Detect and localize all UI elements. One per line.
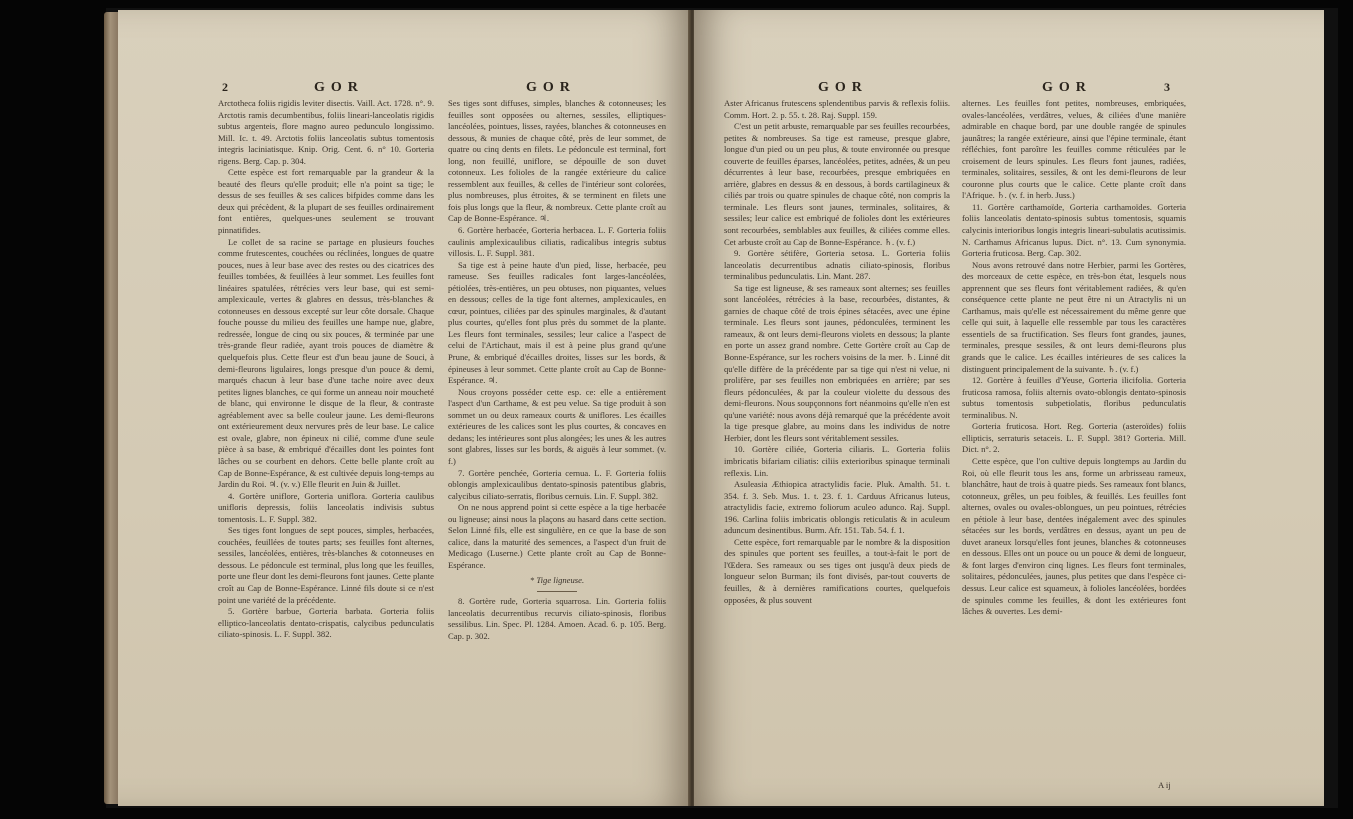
page-number: 2: [222, 80, 228, 94]
book-edge: [104, 12, 118, 804]
section-title: * Tige ligneuse.: [529, 575, 585, 586]
paragraph: 4. Gortère uniflore, Gorteria uniflora. Gorteria caulibus unifloris depressis, foliis lanceolatis indivisis subtus tomentosis. L. F. Suppl. 382.: [218, 490, 434, 524]
left-page: [118, 10, 690, 806]
paragraph: 6. Gortère herbacée, Gorteria herbacea. L. F. Gorteria foliis caulinis amplexicaulibus ciliatis, radicalibus integris subtus villosis. L. F. Suppl. 381.: [448, 225, 666, 259]
paragraph: Nous avons retrouvé dans notre Herbier, parmi les Gortères, des morceaux de cette espèce, en très-bon état, lesquels nous apprennent que ses fleurs font véritablement radiées, & qu'en conséquence cette plante ne peut être ni un Atractylis ni un Carthamus, mais qu'elle est nécessairement du même genre que celle qui suit, à laquelle elle ressemble par tous les caractères essentiels de sa fructification. Ses fleurs font grandes, jaunes, terminales, presque sessiles, & ont leurs demi-fleurons plus grands que le calice. Les écailles intérieures de ses calices la distinguent principalement de la suivante. ♄. (v. f.): [962, 259, 1186, 374]
paragraph: Sa tige est à peine haute d'un pied, lisse, herbacée, peu rameuse. Ses feuilles radicales font larges-lancéolées, pétiolées, très-entières, un peu obtuses, non piquantes, velues en dessous; celles de la tige font alternes, amplexicaules, en cœur, pointues, ciliées par des spinules marginales, & d'autant plus courtes, qu'elles font plus près du sommet de la plante. Les fleurs font terminales, sessiles; leur calice a l'aspect de celui de l'Artichaut, mais il est à peine plus grand qu'une Prune, & embriqué d'écailles droites, lisses sur les bords, & épineuses à leur sommet. Cette plante croît au Cap de Bonne-Espérance. ♃.: [448, 259, 666, 386]
paragraph: Cette espèce est fort remarquable par la grandeur & la beauté des fleurs qu'elle produit; elle n'a point sa tige; le dessus de ses feuilles & ses calices bifpides comme dans les deux qui précèdent, & la plupart de ses feuilles ordinairement font entières, quelques-unes seulement se trouvant pinnatifides.: [218, 167, 434, 236]
paragraph: C'est un petit arbuste, remarquable par ses feuilles recourbées, petites & nombreuses. Sa tige est rameuse, presque glabre, longue d'un pied ou un peu plus, & toute environnée ou presque couverte de feuilles éparses, lancéolées, petites, adnées, & un peu décurrentes à leur base, recourbées, presque embriquées en arrière, glabres en dessus & en dessous, à bords cartilagineux & ciliés par trois ou quatre spinules de chaque côté, non compris la terminale. Les fleurs sont jaunes, terminales, solitaires, & sessiles; leur calice est embriqué de folioles dont les extérieures sont recourbées, semblables aux feuilles, & ciliées comme elles. Cet arbuste croît au Cap de Bonne-Espérance. ♄. (v. f.): [724, 121, 950, 247]
running-head-right: GOR: [1042, 80, 1092, 95]
running-head-left: GOR: [314, 80, 364, 95]
paragraph: Nous croyons posséder cette esp. ce: elle a entièrement l'aspect d'un Carthame, & est peu velue. Sa tige produit à son sommet un ou deux rameaux courts & uniflores. Les écailles extérieures de les calices sont les plus courtes, & concaves en dedans; les intérieures sont plus alongées; les unes & les autres sont glabres, lisses sur les bords, & aiguës à leur sommet. (v. f.): [448, 386, 666, 466]
signature-mark: A ij: [1158, 780, 1171, 790]
left-column-2: [448, 98, 666, 642]
right-column-1: [724, 98, 950, 606]
paragraph: Aster Africanus frutescens splendentibus parvis & reflexis foliis. Comm. Hort. 2. p. 55. t. 28. Raj. Suppl. 159.: [724, 98, 950, 120]
left-column-1: [218, 98, 434, 641]
paragraph: 12. Gortère à feuilles d'Yeuse, Gorteria ilicifolia. Gorteria fruticosa ramosa, foliis alternis ovato-oblongis dentato-spinosis subtus tomentosis subpetiolatis, floribus pedunculatis terminalibus. N.: [962, 375, 1186, 420]
divider: [537, 591, 577, 592]
paragraph: Ses tiges sont diffuses, simples, blanches & cotonneuses; les feuilles sont opposées ou alternes, sessiles, elliptiques-lancéolées, pointues, lisses, rayées, blanches & cotonneuses en dessous, & munies de chaque côté, près de leur sommet, de quatre ou cinq dents en filets. Le pédoncule est terminal, fort long, non feuillé, uniflore, se dépouille de son duvet cotonneux. Les folioles de la rangée extérieure du calice ressemblent aux feuilles, & celles de l'intérieur sont colorées, plus nombreuses, plus étroites, & se terminent en filets une fois plus longs que la fleur, & nombreux. Cette plante croît au Cap de Bonne-Espérance. ♃.: [448, 98, 666, 224]
running-head-right: GOR: [526, 80, 576, 95]
paragraph: 7. Gortère penchée, Gorteria cernua. L. F. Gorteria foliis oblongis amplexicaulibus dentato-spinosis patentibus glabris, calycibus ciliato-serratis, floribus cernuis. Lin. F. Suppl. 382.: [448, 467, 666, 501]
paragraph: 11. Gortère carthamoïde, Gorteria carthamoïdes. Gorteria foliis lanceolatis dentato-spinosis subtus tomentosis, squamis calycinis interioribus longis integris lineari-subulatis acutissimis. N. Carthamus Africanus lupus. Dict. n°. 13. Cum synonymia. Gorteria fruticosa. Berg. Cap. 302.: [962, 201, 1186, 259]
paragraph: Cette espèce, que l'on cultive depuis longtemps au Jardin du Roi, où elle fleurit tous les ans, forme un arbrisseau rameux, blanchâtre, haut de trois à quatre pieds. Ses rameaux font blancs, cotonneux, grêles, un peu foibles, & feuillés. Les feuilles font alternes, ovales ou ovales-oblongues, un peu pointues, rétrécies en pétiole à leur base, dentées inégalement avec des spinules sétacées sur les bords, verdâtres en dessus, ayant un peu de duvet araneux lorsqu'elles font jeunes, blanches & cotonneuses en dessous. Elles ont un pouce ou un pouce & demi de longueur, & font larges d'environ cinq lignes. Les fleurs font terminales, solitaires, pédonculées, jaunes, plus petites que dans l'espèce ci-dessus. Leur calice est squameux, à folioles lancéolées, bordées de spinules comme les feuilles, & dont les extérieures font lâches & ouvertes. Les demi-: [962, 455, 1186, 617]
page-number: 3: [1164, 80, 1170, 94]
paragraph: Sa tige est ligneuse, & ses rameaux sont alternes; ses feuilles sont lancéolées, rétrécies à la base, recourbées, distantes, & garnies de chaque côté de trois épines sétacées, avec une épine terminale. Les fleurs sont jaunes, pédonculées, terminent les rameaux, & ont leurs demi-fleurons violets en dessous; la plante en porte un assez grand nombre. Cette Gortère croît au Cap de Bonne-Espérance, sur les rochers voisins de la mer. ♄. Linné dit qu'elle diffère de la précédente par sa tige qui n'est ni velue, ni prolifère, par ses feuilles non embriquées en arrière; par ses fleurs pédonculées, & par la couleur violette du dessous des demi-fleurons. Nous soupçonnons fort néanmoins qu'elle n'en est qu'une variété: nous avons déjà remarqué que la précédente avoit la tige presque glabre, au moins dans les individus de notre Herbier, dont les fleurs sont véritablement sessiles.: [724, 282, 950, 443]
running-head-left: GOR: [818, 80, 868, 95]
paragraph: alternes. Les feuilles font petites, nombreuses, embriquées, ovales-lancéolées, verdâtres, velues, & ciliées d'une manière admirable en chaque bord, par une double rangée de spinules jaunâtres; la rangée extérieure, ainsi que l'épine terminale, étant réfléchies, font paroître les feuilles comme réticulées par le croisement de leurs spinules. Les fleurs font jaunes, radiées, terminales, solitaires, sessiles, & ont les demi-fleurons de leur couronne plus courts que le calice. Cette plante croît dans l'Afrique. ♄. (v. f. in herb. Juss.): [962, 98, 1186, 201]
paragraph: 9. Gortère sétifère, Gorteria setosa. L. Gorteria foliis lanceolatis decurrentibus adnatis ciliato-spinosis, floribus terminalibus pedunculatis. Lin. Mant. 287.: [724, 248, 950, 282]
right-page: [694, 10, 1324, 806]
paragraph: Arctotheca foliis rigidis leviter disectis. Vaill. Act. 1728. n°. 9. Arctotis ramis decumbentibus, foliis lineari-lanceolatis rigidis subtus argenteis, flore magno aureo pedunculo longissimo. Mill. Ic. t. 49. Arctotis foliis lanceolatis subtus tomentosis integris laciniatisque. Knip. Orig. Cent. 6. n° 10. Gorteria rigens. Berg. Cap. p. 304.: [218, 98, 434, 166]
right-column-2: [962, 98, 1186, 618]
paragraph: Le collet de sa racine se partage en plusieurs fouches comme frutescentes, couchées ou réclinées, longues de quatre pouces, nues à leur base avec des restes ou des cicatrices des feuilles tombées, & feuillées à leur sommet. Les feuilles font linéaires spatulées, rétrécies vers leur base, qui est semi-amplexicaule, vertes & glabres en dessus, très-blanches & cotonneuses en dessous excepté sur leur côte dorsale. Chaque fouche pousse du milieu des feuilles une hampe nue, glabre, redressée, longue de cinq ou six pouces, & terminée par une très-grande fleur radiée, ayant trois pouces de diamètre & quelquefois plus. Cette fleur est d'un beau jaune de Souci, à demi-fleurons ligulaires, longs presque d'un pouce & demi, marqués chacun à leur base d'une tache noire avec deux petites lignes blanches, ce qui forme un anneau noir moucheté de blanc, qui environne le disque de la fleur, & contraste agréablement avec sa belle couleur jaune. Les demi-fleurons ont extérieurement deux nervures près de leur base. Le calice est ovale, glabre, non épineux ni cilié, comme d'une seule pièce à sa base, & embriqué d'écailles dont les pointes font lâches ou se courbent en dehors. Cette belle plante croît au Cap de Bonne-Espérance, & est cultivée depuis long-temps au Jardin du Roi. ♃. (v. v.) Elle fleurit en Juin & Juillet.: [218, 236, 434, 490]
paragraph: Gorteria fruticosa. Hort. Reg. Gorteria (asteroïdes) foliis ellipticis, serraturis setaceis. L. F. Suppl. 381? Gorteria. Mill. Dict. n°. 2.: [962, 421, 1186, 455]
paragraph: 8. Gortère rude, Gorteria squarrosa. Lin. Gorteria foliis lanceolatis decurrentibus recurvis ciliato-spinosis, floribus sessilibus. Lin. Spec. Pl. 1284. Amoen. Acad. 6. p. 105. Berg. Cap. p. 302.: [448, 595, 666, 641]
paragraph: 10. Gortère ciliée, Gorteria ciliaris. L. Gorteria foliis imbricatis bifariam ciliatis: ciliis exterioribus spinaque terminali reflexis. Lin.: [724, 444, 950, 478]
paragraph: Ses tiges font longues de sept pouces, simples, herbacées, couchées, feuillées de toutes parts; ses feuilles font alternes, sessiles, lancéolées, entières, très-blanches & cotonneuses en dessous. Le pédoncule est terminal, plus long que les feuilles, porte une fleur dont les demi-fleurons font jaunes. Cette plante croît au Cap de Bonne-Espérance. Linné fils doute si ce n'est point une variété de la précédente.: [218, 525, 434, 605]
paragraph: Asuleasia Æthiopica atractylidis facie. Pluk. Amalth. 51. t. 354. f. 3. Seb. Mus. 1. t. 23. f. 1. Carduus Africanus luteus, atractylidis facie, extremo foliorum aculeo adunco. Raj. Suppl. 196. Carlina foliis imbricatis oblongis reticulatis & in aculeum aduncum desinentibus. Burm. Afr. 151. Tab. 54. f. 1.: [724, 479, 950, 536]
paragraph: 5. Gortère barbue, Gorteria barbata. Gorteria foliis elliptico-lanceolatis dentato-crispatis, calycibus pedunculatis ciliato-spinosis. L. F. Suppl. 382.: [218, 606, 434, 640]
paragraph: On ne nous apprend point si cette espèce a la tige herbacée ou ligneuse; ainsi nous la plaçons au hasard dans cette section. Selon Linné fils, elle est singulière, en ce que la base de son calice, dans la maturité des semences, a l'aspect d'un fruit de Medicago (Luserne.) Cette plante croît au Cap de Bonne-Espérance.: [448, 502, 666, 570]
paragraph: Cette espèce, fort remarquable par le nombre & la disposition des spinules que portent ses feuilles, a tout-à-fait le port de l'Œdera. Ses rameaux ou ses tiges ont jusqu'à deux pieds de longueur selon Burman; ils font divisés, par-tout couverts de feuilles, & à dernières ramifications courtes, quelquefois opposées, & plus souvent: [724, 536, 950, 605]
